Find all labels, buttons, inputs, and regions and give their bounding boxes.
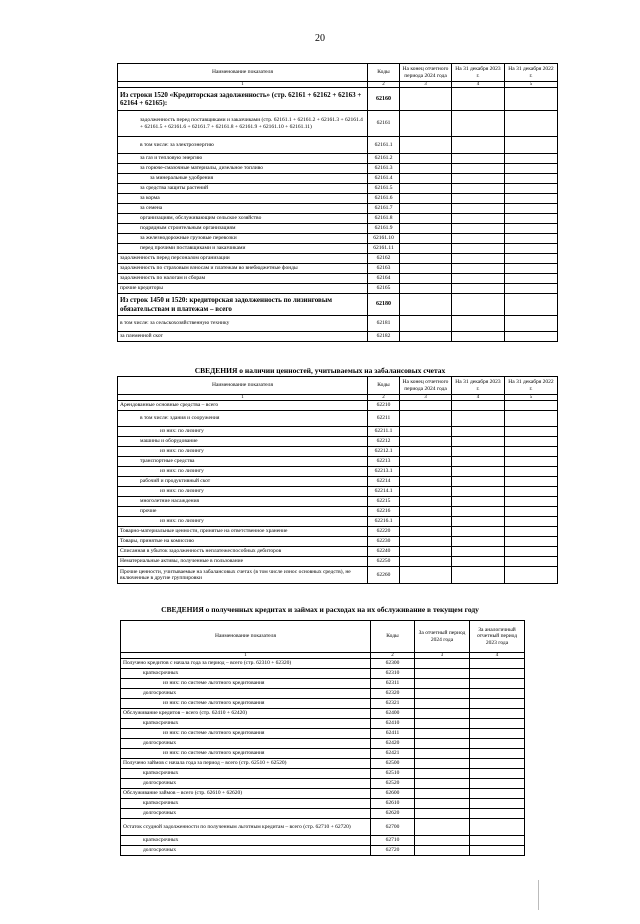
col-num-3: 3	[400, 82, 452, 88]
row-code: 62311	[371, 679, 415, 689]
row-code: 62161.5	[368, 184, 400, 194]
row-label: перед прочими поставщиками и заказчиками	[118, 244, 368, 254]
row-code: 62213.1	[368, 467, 400, 477]
row-code: 62320	[371, 689, 415, 699]
header-prev-period-2023: За аналогичный отчетный период 2023 года	[470, 621, 525, 653]
row-code: 62214	[368, 477, 400, 487]
row-code: 62182	[368, 332, 400, 342]
row-code: 62400	[371, 709, 415, 719]
row-code: 62520	[371, 779, 415, 789]
header-end-2024: На конец отчетного периода 2024 года	[400, 377, 452, 395]
row-label: из них: по лизингу	[118, 487, 368, 497]
header-code: Коды	[368, 377, 400, 395]
row-code: 62161.10	[368, 234, 400, 244]
row-code: 62162	[368, 254, 400, 264]
row-label: за племенной скот	[118, 332, 368, 342]
row-code: 62161.8	[368, 214, 400, 224]
credits-table	[120, 620, 525, 856]
row-code: 62161.11	[368, 244, 400, 254]
row-code: 62165	[368, 284, 400, 294]
row-label: задолженность перед персоналом организации	[118, 254, 368, 264]
header-dec-2022: На 31 декабря 2022 г.	[505, 377, 558, 395]
row-label: Обслуживание займов – всего (стр. 62610 + 62620)	[121, 789, 371, 799]
row-code: 62161.4	[368, 174, 400, 184]
row-code: 62300	[371, 659, 415, 669]
row-label: Обслуживание кредитов – всего (стр. 62410 + 62420)	[121, 709, 371, 719]
row-label: из них: по лизингу	[118, 467, 368, 477]
row-code: 62610	[371, 799, 415, 809]
row-code: 62216	[368, 507, 400, 517]
header-name: Наименование показателя	[118, 64, 368, 82]
col-num-5: 5	[505, 82, 558, 88]
row-code: 62211	[368, 411, 400, 427]
header-dec-2022: На 31 декабря 2022 г.	[505, 64, 558, 82]
row-label: долгосрочных	[121, 846, 371, 856]
row-label: подрядным строительным организациям	[118, 224, 368, 234]
row-label: организациям, обслуживающим сельское хозяйство	[118, 214, 368, 224]
row-label: в том числе: за сельскохозяйственную технику	[118, 316, 368, 332]
col-num-5: 5	[505, 395, 558, 401]
row-label: за горюче-смазочные материалы, дизельное топливо	[118, 164, 368, 174]
row-label: задолженность по страховым взносам и платежам во внебюджетные фонды	[118, 264, 368, 274]
row-label: за минеральные удобрения	[118, 174, 368, 184]
row-code: 62411	[371, 729, 415, 739]
row-code: 62213	[368, 457, 400, 467]
row-code: 62250	[368, 557, 400, 567]
row-code: 62161.3	[368, 164, 400, 174]
row-code: 62720	[371, 846, 415, 856]
row-code: 62421	[371, 749, 415, 759]
row-label: задолженность перед поставщиками и заказчиками (стр. 62161.1 + 62161.2 + 62161.3 + 62161.4 + 62161.5 + 62161.6 + 62161.7 + 62161.8 + 62161.9 + 62161.10 + 62161.11)	[118, 111, 368, 137]
payables-table	[117, 63, 558, 342]
section-title-off-balance: СВЕДЕНИЯ о наличии ценностей, учитываемых на забалансовых счетах	[194, 366, 446, 375]
row-code: 62161.9	[368, 224, 400, 234]
row-code: 62210	[368, 401, 400, 411]
row-label: из них: по лизингу	[118, 447, 368, 457]
row-code: 62410	[371, 719, 415, 729]
row-label: за средства защиты растений	[118, 184, 368, 194]
row-code: 62163	[368, 264, 400, 274]
row-code: 62260	[368, 567, 400, 584]
row-label: Списанная в убыток задолженность неплатежеспособных дебиторов	[118, 547, 368, 557]
row-label: за железнодорожные грузовые перевозки	[118, 234, 368, 244]
row-label: за семена	[118, 204, 368, 214]
header-code: Коды	[368, 64, 400, 82]
row-code: 62620	[371, 809, 415, 819]
col-num-3: 3	[400, 395, 452, 401]
row-code: 62180	[368, 294, 400, 316]
header-end-2024: На конец отчетного периода 2024 года	[400, 64, 452, 82]
row-label: в том числе: за электроэнергию	[118, 137, 368, 154]
row-code: 62161.6	[368, 194, 400, 204]
row-code: 62510	[371, 769, 415, 779]
row-label: Нематериальные активы, полученные в пользование	[118, 557, 368, 567]
row-code: 62321	[371, 699, 415, 709]
row-label: из них: по лизингу	[118, 517, 368, 527]
row-code: 62700	[371, 819, 415, 836]
row-label: долгосрочных	[121, 689, 371, 699]
row-code: 62161.2	[368, 154, 400, 164]
row-code: 62212.1	[368, 447, 400, 457]
col-num-2: 2	[371, 653, 415, 659]
row-code: 62211.1	[368, 427, 400, 437]
col-num-1: 1	[118, 395, 368, 401]
row-label: долгосрочных	[121, 739, 371, 749]
row-label: Из строки 1520 «Кредиторская задолженность» (стр. 62161 + 62162 + 62163 + 62164 + 62165):	[118, 88, 368, 111]
header-name: Наименование показателя	[118, 377, 368, 395]
row-label: краткосрочных	[121, 669, 371, 679]
col-num-4: 4	[452, 82, 505, 88]
row-code: 62420	[371, 739, 415, 749]
row-code: 62710	[371, 836, 415, 846]
col-num-2: 2	[368, 82, 400, 88]
row-label: за газ и тепловую энергию	[118, 154, 368, 164]
row-label: Получено займов с начала года за период – всего (стр. 62510 + 62520)	[121, 759, 371, 769]
row-code: 62161.1	[368, 137, 400, 154]
header-name: Наименование показателя	[121, 621, 371, 653]
row-code: 62161	[368, 111, 400, 137]
row-label: из них: по системе льготного кредитования	[121, 749, 371, 759]
row-code: 62240	[368, 547, 400, 557]
row-label: транспортные средства	[118, 457, 368, 467]
row-label: Получено кредитов с начала года за период – всего (стр. 62310 + 62320)	[121, 659, 371, 669]
row-label: в том числе: здания и сооружения	[118, 411, 368, 427]
row-code: 62215	[368, 497, 400, 507]
row-label: прочие кредиторы	[118, 284, 368, 294]
row-label: Из строк 1450 и 1520: кредиторская задолженность по лизинговым обязательствам и платежам – всего	[118, 294, 368, 316]
row-label: рабочий и продуктивный скот	[118, 477, 368, 487]
section-title-credits: СВЕДЕНИЯ о полученных кредитах и займах и расходах на их обслуживание в текущем году	[161, 605, 479, 614]
row-code: 62160	[368, 88, 400, 111]
header-code: Коды	[371, 621, 415, 653]
col-num-4: 4	[470, 653, 525, 659]
row-code: 62161.7	[368, 204, 400, 214]
row-label: долгосрочных	[121, 779, 371, 789]
col-num-3: 3	[415, 653, 470, 659]
off-balance-table	[117, 376, 558, 584]
row-label: прочие	[118, 507, 368, 517]
row-label: краткосрочных	[121, 719, 371, 729]
row-code: 62216.1	[368, 517, 400, 527]
row-label: из них: по лизингу	[118, 427, 368, 437]
row-code: 62212	[368, 437, 400, 447]
row-label: машины и оборудование	[118, 437, 368, 447]
col-num-1: 1	[121, 653, 371, 659]
col-num-1: 1	[118, 82, 368, 88]
row-label: задолженность по налогам и сборам	[118, 274, 368, 284]
row-code: 62181	[368, 316, 400, 332]
scan-artifact-line	[538, 880, 539, 910]
row-label: многолетние насаждения	[118, 497, 368, 507]
row-code: 62214.1	[368, 487, 400, 497]
row-label: краткосрочных	[121, 836, 371, 846]
row-label: за корма	[118, 194, 368, 204]
header-period-2024: За отчетный период 2024 года	[415, 621, 470, 653]
row-label: из них: по системе льготного кредитования	[121, 699, 371, 709]
row-label: Арендованные основные средства – всего	[118, 401, 368, 411]
row-label: из них: по системе льготного кредитования	[121, 679, 371, 689]
row-code: 62600	[371, 789, 415, 799]
col-num-2: 2	[368, 395, 400, 401]
header-dec-2023: На 31 декабря 2023 г.	[452, 377, 505, 395]
row-label: краткосрочных	[121, 799, 371, 809]
row-code: 62500	[371, 759, 415, 769]
row-label: Товарно-материальные ценности, принятые на ответственное хранение	[118, 527, 368, 537]
row-code: 62310	[371, 669, 415, 679]
header-dec-2023: На 31 декабря 2023 г.	[452, 64, 505, 82]
col-num-4: 4	[452, 395, 505, 401]
row-label: Товары, принятые на комиссию	[118, 537, 368, 547]
row-label: долгосрочных	[121, 809, 371, 819]
row-label: Прочие ценности, учитываемые на забалансовых счетах (в том числе износ основных средств), не включенные в другие группировки	[118, 567, 368, 584]
row-code: 62220	[368, 527, 400, 537]
row-label: из них: по системе льготного кредитования	[121, 729, 371, 739]
page-number: 20	[315, 33, 325, 44]
row-code: 62230	[368, 537, 400, 547]
row-label: Остаток ссудной задолженности по полученным льготным кредитам – всего (стр. 62710 + 62720)	[121, 819, 371, 836]
row-code: 62164	[368, 274, 400, 284]
row-label: краткосрочных	[121, 769, 371, 779]
